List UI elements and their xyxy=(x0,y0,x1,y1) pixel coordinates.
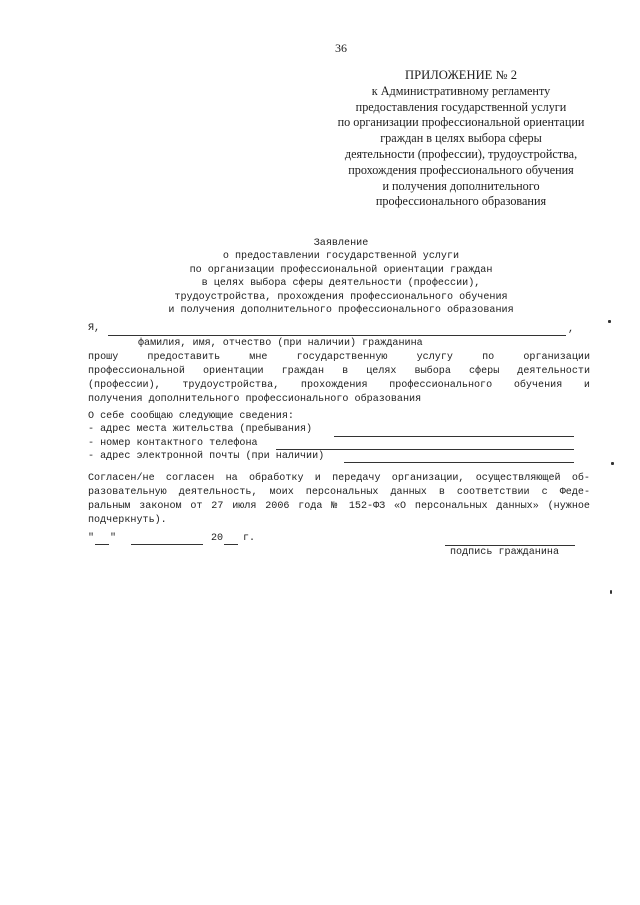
consent-line: ральным законом от 27 июля 2006 года № 152-ФЗ «О персональных данных» (нужное xyxy=(88,501,590,512)
date-quote-close: " xyxy=(110,533,117,544)
application-heading xyxy=(90,237,592,317)
phone-field[interactable] xyxy=(276,449,574,450)
applicant-name-field[interactable] xyxy=(108,335,566,336)
info-field-label-phone: - номер контактного телефона xyxy=(88,438,258,449)
date-year-prefix: 20 xyxy=(211,533,224,544)
email-field[interactable] xyxy=(344,462,574,463)
request-line: (профессии), трудоустройства, прохождения профессионального обучения и xyxy=(88,380,590,391)
appendix-line: деятельности (профессии), трудоустройства, xyxy=(344,146,578,161)
request-line: профессиональной ориентации граждан в целях выбора сферы деятельности xyxy=(88,366,590,377)
signature-caption: подпись гражданина xyxy=(450,547,560,558)
applicant-prefix: Я, xyxy=(88,323,101,334)
consent-line: разовательную деятельность, моих персональных данных в соответствии с Феде- xyxy=(88,487,590,498)
request-line: прошу предоставить мне государственную услугу по организации xyxy=(88,352,590,363)
info-intro: О себе сообщаю следующие сведения: xyxy=(88,411,294,422)
appendix-line: граждан в целях выбора сферы xyxy=(380,131,542,146)
consent-line: Согласен/не согласен на обработку и передачу организации, осуществляющей об- xyxy=(88,473,590,484)
appendix-line: по организации профессиональной ориентации xyxy=(337,115,585,130)
scan-speck xyxy=(608,320,611,323)
appendix-title: ПРИЛОЖЕНИЕ № 2 xyxy=(405,68,517,82)
appendix-line: профессионального образования xyxy=(375,194,547,209)
scan-speck xyxy=(610,590,612,594)
application-subtitle-line: трудоустройства, прохождения профессионального обучения xyxy=(174,291,508,303)
info-field-label-email: - адрес электронной почты (при наличии) xyxy=(88,451,325,462)
applicant-name-caption: фамилия, имя, отчество (при наличии) гражданина xyxy=(138,338,423,349)
application-subtitle-line: о предоставлении государственной услуги xyxy=(222,251,460,263)
appendix-line: прохождения профессионального обучения xyxy=(348,162,574,177)
applicant-suffix: , xyxy=(568,324,575,335)
page-number: 36 xyxy=(335,41,347,55)
request-line: получения дополнительного профессионального образования xyxy=(88,394,422,405)
appendix-header xyxy=(310,68,612,210)
appendix-line: к Административному регламенту xyxy=(371,83,551,98)
application-subtitle-line: в целях выбора сферы деятельности (профессии), xyxy=(201,278,481,290)
application-subtitle-line: по организации профессиональной ориентации граждан xyxy=(189,264,493,276)
date-quote-open: " xyxy=(88,533,95,544)
address-field[interactable] xyxy=(334,436,574,437)
date-year-field[interactable] xyxy=(224,544,238,545)
date-year-suffix: г. xyxy=(243,533,256,544)
date-day-field[interactable] xyxy=(95,544,109,545)
appendix-line: предоставления государственной услуги xyxy=(355,99,567,114)
appendix-line: и получения дополнительного xyxy=(382,178,540,193)
signature-field[interactable] xyxy=(445,545,575,546)
info-field-label-address: - адрес места жительства (пребывания) xyxy=(88,424,313,435)
application-title: Заявление xyxy=(313,238,369,249)
scan-speck xyxy=(611,462,614,465)
consent-line: подчеркнуть). xyxy=(88,515,167,526)
application-subtitle-line: и получения дополнительного профессионального образования xyxy=(168,305,514,317)
date-month-field[interactable] xyxy=(131,544,203,545)
